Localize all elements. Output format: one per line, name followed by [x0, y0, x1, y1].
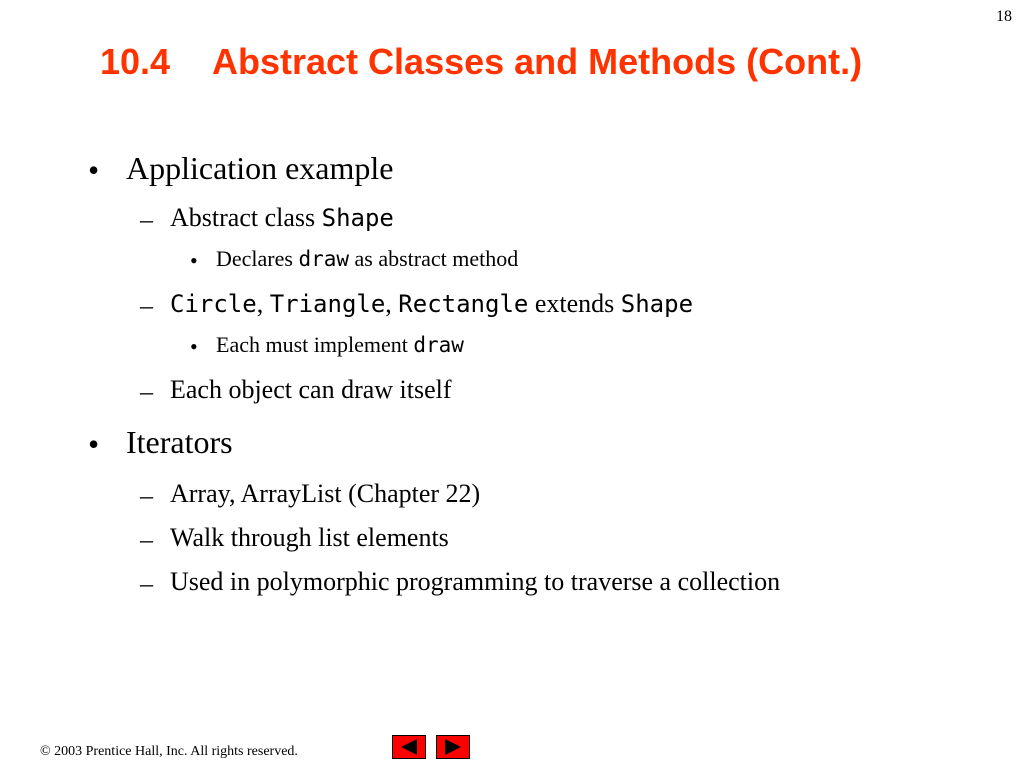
triangle-left-icon — [393, 736, 425, 758]
copyright-icon: © — [40, 744, 51, 759]
bullet-marker: • — [190, 334, 198, 359]
bullet-marker: • — [190, 248, 198, 273]
bullet-marker: • — [88, 426, 100, 462]
dash-marker: – — [140, 569, 153, 598]
dash-marker: – — [140, 205, 153, 234]
copyright-footer: © 2003 Prentice Hall, Inc. All rights reserved. — [40, 744, 298, 759]
page-number: 18 — [996, 8, 1012, 25]
bullet-marker: • — [88, 152, 100, 188]
sub-sub-bullet-declares-draw: Declares draw as abstract method — [216, 246, 519, 271]
bullet-iterators: Iterators — [126, 424, 233, 460]
dash-marker: – — [140, 481, 153, 510]
title-text: Abstract Classes and Methods (Cont.) — [212, 41, 863, 82]
dash-marker: – — [140, 377, 153, 406]
sub-bullet-subclasses: Circle, Triangle, Rectangle extends Shape — [170, 289, 694, 318]
sub-bullet-walk-through: Walk through list elements — [170, 523, 449, 552]
dash-marker: – — [140, 525, 153, 554]
sub-sub-bullet-must-implement: Each must implement draw — [216, 332, 464, 357]
sub-bullet-polymorphic: Used in polymorphic programming to traverse a collection — [170, 567, 781, 596]
sub-bullet-draw-itself: Each object can draw itself — [170, 375, 452, 404]
previous-slide-button[interactable] — [392, 735, 426, 759]
triangle-right-icon — [437, 736, 469, 758]
sub-bullet-abstract-class: Abstract class Shape — [170, 203, 394, 232]
section-number: 10.4 — [100, 41, 171, 82]
page-title — [100, 41, 863, 82]
dash-marker: – — [140, 291, 153, 320]
bullet-application-example: Application example — [126, 150, 394, 186]
next-slide-button[interactable] — [436, 735, 470, 759]
sub-bullet-array-arraylist: Array, ArrayList (Chapter 22) — [170, 479, 481, 508]
